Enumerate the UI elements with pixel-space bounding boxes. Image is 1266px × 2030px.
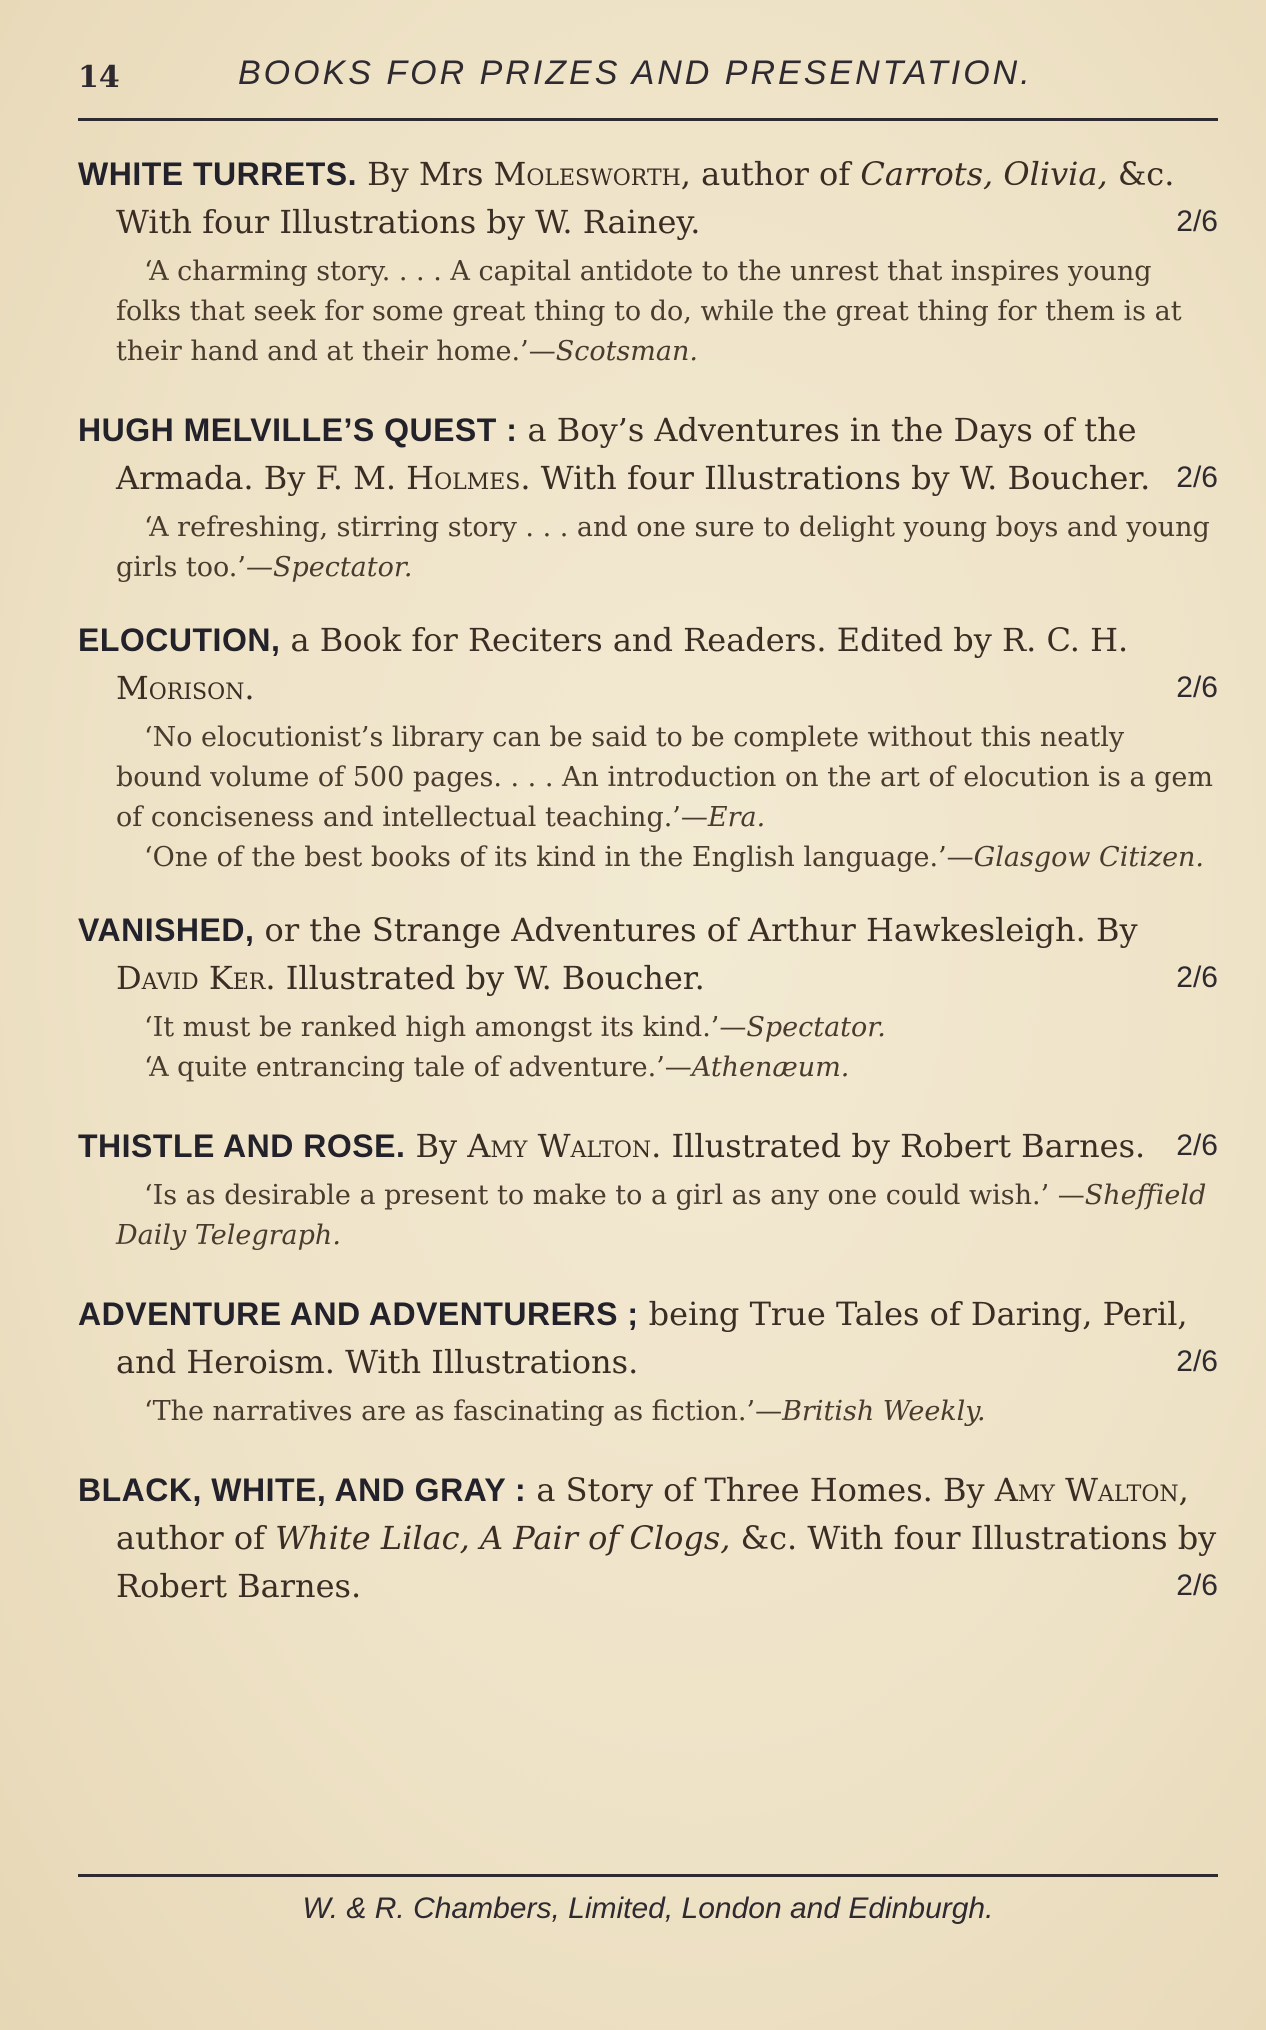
price: 2/6 [1176,1345,1218,1378]
catalogue-entry [78,1466,1218,1610]
quote-text: ‘No elocutionist’s library can be said to be complete without this neatly bound volume of 500 pages. . . . An introduction on the art of elocution is a gem of conciseness and intellectual teaching.’— [116,722,1214,833]
review-source: Athenæum. [691,1052,850,1083]
entry-heading [78,1290,1218,1386]
author-name: Amy Walton. [467,1127,662,1165]
entry-heading [78,150,1218,246]
footer-rule [78,1874,1218,1877]
review-quote [78,838,1218,878]
review-source: Era. [707,802,766,833]
entry-text: By [415,1127,458,1165]
review-source: British Weekly. [782,1396,986,1427]
entry-text: &c. With four Illustrations by Robert Barnes. [116,1519,1217,1605]
price: 2/6 [1176,671,1218,704]
price: 2/6 [1176,961,1218,994]
review-source: Sheffield Daily Telegraph. [116,1180,1207,1251]
catalogue-entries [78,150,1218,1610]
other-works: White Lilac, A Pair of Clogs, [275,1519,731,1557]
review-quote [78,252,1218,372]
entry-text: author of [701,155,851,193]
price: 2/6 [1176,205,1218,238]
catalogue-entry [78,906,1218,1088]
review-quote [78,1048,1218,1088]
review-quote [78,1008,1218,1048]
review-quote [78,1392,1218,1432]
review-source: Scotsman. [555,336,698,367]
catalogue-entry [78,406,1218,588]
quote-text: ‘The narratives are as fascinating as fiction.’— [144,1396,783,1427]
review-source: Spectator. [272,552,413,583]
book-title: HUGH MELVILLE’S QUEST : [78,412,518,448]
author-name: Molesworth, [493,155,691,193]
review-quote [78,1176,1218,1256]
entry-text: &c. With four Illustrations by W. Rainey. [116,155,1175,241]
catalogue-entry [78,1290,1218,1432]
quote-text: ‘A refreshing, stirring story . . . and one sure to delight young boys and young girls too.’— [116,512,1210,583]
book-title: VANISHED, [78,912,255,948]
catalogue-entry [78,1122,1218,1256]
entry-text: being True Tales of Daring, Peril, and Heroism. With Illustrations. [116,1295,1188,1381]
other-works: Carrots, Olivia, [860,155,1108,193]
price: 2/6 [1176,1129,1218,1162]
quote-text: ‘A charming story. . . . A capital antidote to the unrest that inspires young folks that seek for some great thing to do, while the great thing for them is at their hand and at their home.’— [116,256,1182,367]
review-quote [78,508,1218,588]
page-number: 14 [78,60,120,95]
author-name: Holmes. [406,459,531,497]
book-title: ELOCUTION, [78,622,281,658]
entry-heading [78,1466,1218,1610]
entry-text: Illustrated by Robert Barnes. [671,1127,1146,1165]
entry-text: author of [116,1519,265,1557]
entry-heading [78,1122,1218,1170]
author-name: Amy Walton, [994,1471,1189,1509]
book-title: THISTLE AND ROSE. [78,1128,406,1164]
author-name: David Ker. [116,959,276,997]
entry-heading [78,406,1218,502]
review-quote [78,718,1218,838]
catalogue-entry [78,150,1218,372]
price: 2/6 [1176,461,1218,494]
entry-text: Illustrated by W. Boucher. [285,959,705,997]
entry-text: By Mrs [367,155,484,193]
quote-text: ‘Is as desirable a present to make to a girl as any one could wish.’ — [144,1180,1085,1211]
entry-text: a Boy’s Adventures in the Days of the Armada. By F. M. [116,411,1137,497]
quote-text: ‘One of the best books of its kind in the English language.’— [144,842,974,873]
entry-text: a Book for Reciters and Readers. Edited by R. C. H. [290,621,1129,659]
quote-text: ‘A quite entrancing tale of adventure.’— [144,1052,692,1083]
entry-text: or the Strange Adventures of Arthur Hawkesleigh. By [264,911,1138,949]
book-title: WHITE TURRETS. [78,156,357,192]
running-title: BOOKS FOR PRIZES AND PRESENTATION. [238,54,1033,92]
entry-text: With four Illustrations by W. Boucher. [540,459,1151,497]
entry-heading [78,616,1218,712]
book-title: ADVENTURE AND ADVENTURERS ; [78,1296,639,1332]
book-title: BLACK, WHITE, AND GRAY : [78,1472,527,1508]
catalogue-entry [78,616,1218,878]
page-header [78,50,1218,100]
review-source: Glasgow Citizen. [973,842,1205,873]
quote-text: ‘It must be ranked high amongst its kind.’— [144,1012,747,1043]
author-name: Morison. [116,669,255,707]
review-source: Spectator. [746,1012,886,1043]
header-rule [78,118,1218,121]
price: 2/6 [1176,1569,1218,1602]
publisher-imprint: W. & R. Chambers, Limited, London and Edinburgh. [302,1892,994,1925]
entry-text: a Story of Three Homes. By [536,1471,985,1509]
entry-heading [78,906,1218,1002]
